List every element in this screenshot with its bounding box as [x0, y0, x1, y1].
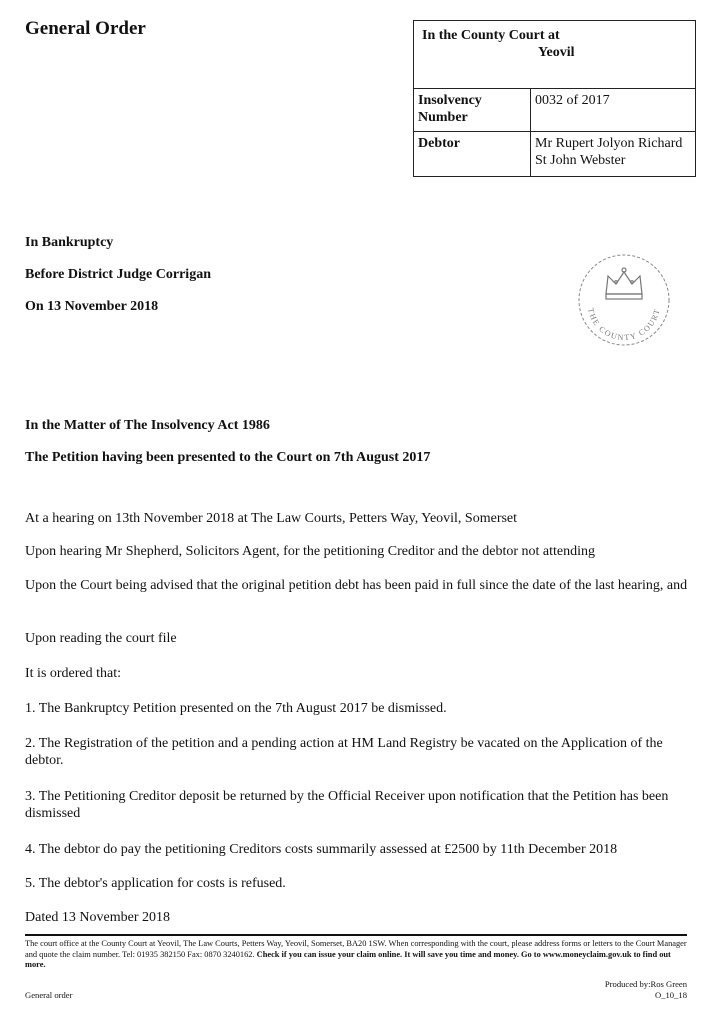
footer-divider — [25, 934, 687, 936]
upon-reading-paragraph: Upon reading the court file — [25, 631, 177, 646]
in-bankruptcy-heading: In Bankruptcy — [25, 235, 114, 250]
seal-text: THE COUNTY COURT — [586, 307, 662, 343]
debtor-row — [414, 132, 695, 176]
debtor-value: Mr Rupert Jolyon Richard St John Webster — [535, 136, 683, 168]
order-item: 3. The Petitioning Creditor deposit be returned by the Official Receiver upon notification that the Petition has been dismissed — [25, 789, 669, 821]
insolvency-number-label: Insolvency Number — [414, 89, 531, 131]
upon-hearing-paragraph: Upon hearing Mr Shepherd, Solicitors Agent, for the petitioning Creditor and the debtor not attending — [25, 544, 596, 559]
debtor-label: Debtor — [414, 132, 531, 176]
crown-icon — [606, 268, 642, 299]
form-code: O_10_18 — [655, 990, 687, 1000]
dated-line: Dated 13 November 2018 — [25, 910, 171, 925]
ordered-paragraph: It is ordered that: — [25, 666, 122, 681]
order-item: 5. The debtor's application for costs is refused. — [25, 876, 286, 891]
order-item: 4. The debtor do pay the petitioning Creditors costs summarily assessed at £2500 by 11th December 2018 — [25, 842, 618, 857]
order-item: 2. The Registration of the petition and a pending action at HM Land Registry be vacated on the Application of the debtor. — [25, 736, 663, 768]
insolvency-number-value: 0032 of 2017 — [535, 93, 610, 108]
court-line-1: In the County Court at — [422, 28, 560, 43]
produced-by: Produced by:Ros Green — [604, 979, 687, 989]
form-name: General order — [25, 990, 73, 1000]
court-line-2: Yeovil — [538, 45, 575, 60]
court-address: The court office at the County Court at Yeovil, The Law Courts, Petters Way, Yeovil, Somerset, BA20 1SW. When corresponding with the court, please address forms or letters to the Court Manager and quote the claim number. Tel: 01935 382150 Fax: 0870 3240162. — [25, 939, 687, 959]
online-claim-notice: Check if you can issue your claim online. It will save you time and money. Go to www.moneyclaim.gov.uk to find out more. — [25, 949, 671, 970]
court-details-box — [413, 20, 696, 177]
footer-right-block — [605, 979, 687, 1001]
court-seal-stamp — [572, 252, 676, 348]
footer-notice — [25, 939, 687, 971]
document-title: General Order — [25, 18, 146, 39]
petition-heading: The Petition having been presented to the Court on 7th August 2017 — [25, 450, 431, 465]
upon-advised-paragraph: Upon the Court being advised that the original petition debt has been paid in full since the date of the last hearing, and — [25, 578, 688, 593]
order-date-heading: On 13 November 2018 — [25, 299, 159, 314]
hearing-paragraph: At a hearing on 13th November 2018 at The Law Courts, Petters Way, Yeovil, Somerset — [25, 511, 518, 526]
order-item: 1. The Bankruptcy Petition presented on the 7th August 2017 be dismissed. — [25, 701, 447, 716]
court-name — [414, 21, 695, 89]
judge-heading: Before District Judge Corrigan — [25, 267, 211, 282]
matter-heading: In the Matter of The Insolvency Act 1986 — [25, 418, 270, 433]
insolvency-number-row — [414, 89, 695, 132]
